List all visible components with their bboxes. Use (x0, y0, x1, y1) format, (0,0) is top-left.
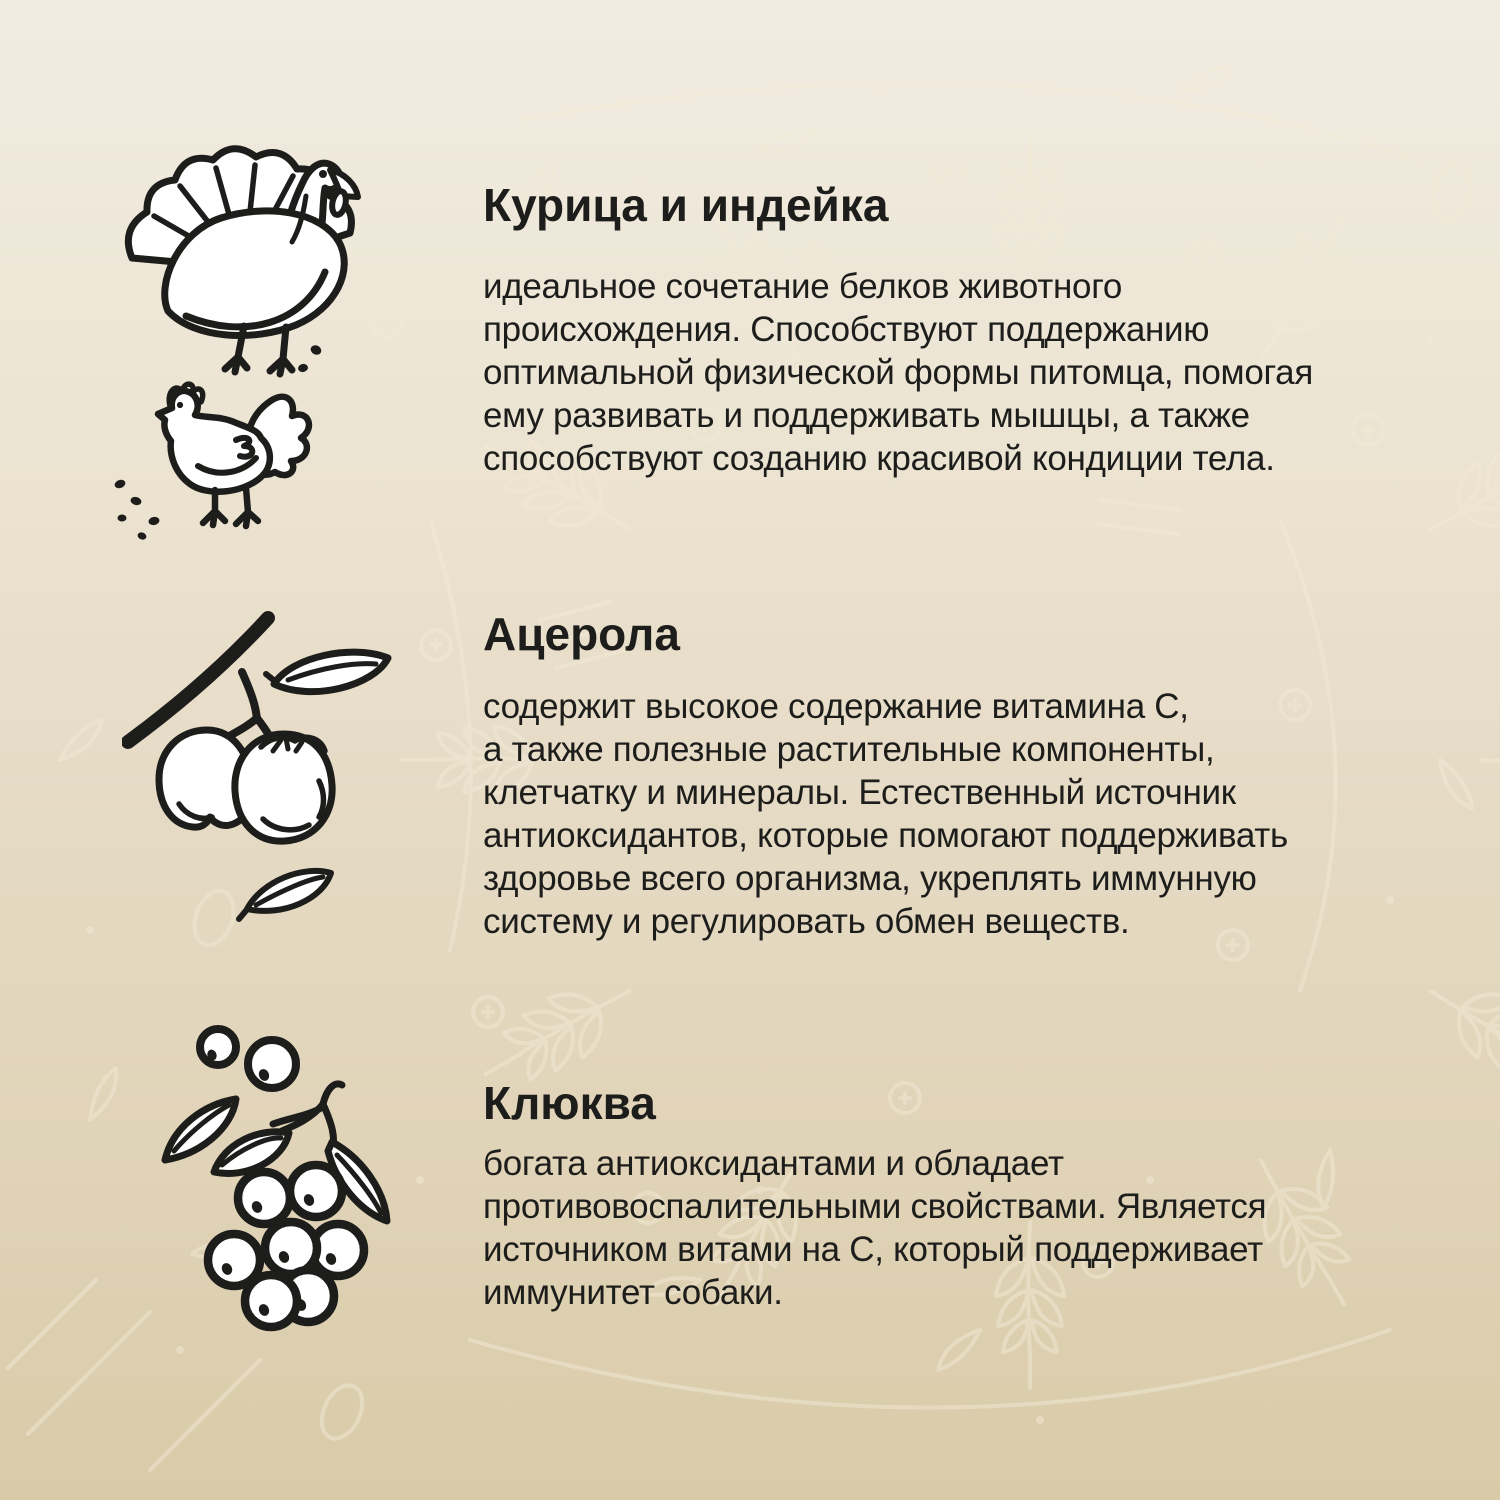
body-line: противовоспалительными свойствами. Является (483, 1187, 1267, 1226)
body-line: систему и регулировать обмен веществ. (483, 902, 1130, 941)
body-line: здоровье всего организма, укреплять иммунную (483, 859, 1257, 898)
body-line: антиоксидантов, которые помогают поддерживать (483, 816, 1288, 855)
body-line: источником витами на C, который поддерживает (483, 1230, 1263, 1269)
body-line: богата антиоксидантами и обладает (483, 1144, 1064, 1183)
section-title-cranberry: Клюква (483, 1077, 656, 1129)
body-line: клетчатку и минералы. Естественный источник (483, 773, 1236, 812)
body-line: содержит высокое содержание витамина C, (483, 687, 1189, 726)
body-line: происхождения. Способствуют поддержанию (483, 310, 1210, 349)
body-line: способствуют созданию красивой кондиции тела. (483, 439, 1275, 478)
body-line: идеальное сочетание белков животного (483, 267, 1123, 306)
body-line: а также полезные растительные компоненты, (483, 730, 1215, 769)
section-title-chicken-turkey: Курица и индейка (483, 179, 889, 231)
body-line: оптимальной физической формы питомца, помогая (483, 353, 1314, 392)
section-title-acerola: Ацерола (483, 608, 680, 660)
body-line: иммунитет собаки. (483, 1273, 783, 1312)
body-line: ему развивать и поддерживать мышцы, а также (483, 396, 1250, 435)
